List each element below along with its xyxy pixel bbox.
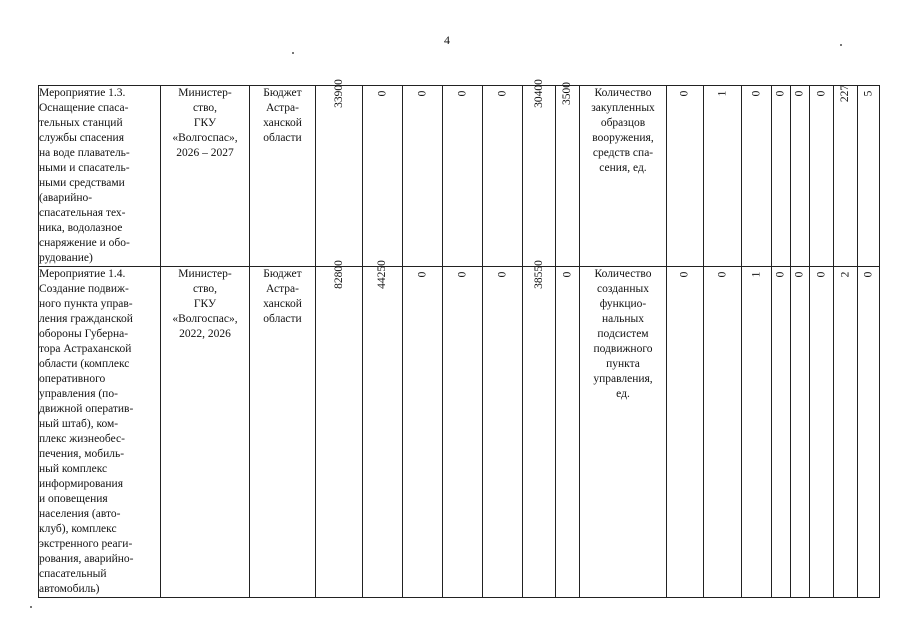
target-value-cell [858, 267, 880, 598]
activity-name-cell-line: автомобиль) [39, 583, 100, 595]
target-value-cell-value: 0 [678, 90, 691, 97]
indicator-cell [580, 86, 667, 267]
target-value-cell [834, 86, 858, 267]
activity-name-cell-line: рудование) [39, 252, 93, 264]
funding-amount-cell [403, 267, 443, 598]
indicator-cell-line: вооружения, [592, 132, 654, 144]
target-value-cell [742, 267, 772, 598]
executor-cell [161, 267, 250, 598]
table-row [39, 86, 880, 267]
target-value-cell-value: 227 [839, 84, 851, 103]
activity-name-cell-line: обороны Губерна- [39, 328, 129, 340]
activity-name-cell-line: спасательная тех- [39, 207, 126, 219]
indicator-cell-line: образцов [600, 117, 646, 129]
executor-cell-line: ство, [192, 283, 218, 295]
target-value-cell-value: 0 [862, 271, 874, 278]
activity-name-cell-line: Создание подвиж- [39, 283, 129, 295]
scan-speck [292, 52, 294, 54]
funding-amount-cell-value: 38550 [532, 260, 545, 289]
target-value-cell-value: 5 [862, 90, 874, 97]
target-value-cell-value: 0 [793, 90, 806, 97]
executor-cell-line: ГКУ [193, 117, 217, 129]
funding-source-cell [250, 267, 316, 598]
indicator-cell-line: созданных [597, 283, 649, 295]
activity-name-cell-line: службы спасения [39, 132, 124, 144]
target-value-cell-value: 0 [815, 271, 827, 278]
activity-name-cell-line: и оповещения [39, 493, 108, 505]
activity-name-cell-line: плекс жизнеобес- [39, 433, 125, 445]
funding-source-cell-line: ханской [263, 298, 302, 310]
funding-amount-cell [403, 86, 443, 267]
target-value-cell [742, 86, 772, 267]
indicator-cell-line: средств спа- [592, 147, 654, 159]
activity-name-cell-line: снаряжение и обо- [39, 237, 130, 249]
target-value-cell-value: 0 [815, 90, 827, 97]
executor-cell-line: ГКУ [193, 298, 217, 310]
indicator-cell-line: функцио- [599, 298, 647, 310]
target-value-cell-value: 0 [678, 271, 691, 278]
executor-cell-line: 2022, 2026 [179, 328, 231, 340]
activity-name-cell-line: ными и спасатель- [39, 162, 130, 174]
funding-amount-cell-value: 0 [456, 90, 468, 97]
target-value-cell-value: 0 [793, 271, 806, 278]
activity-name-cell-line: экстренного реаги- [39, 538, 133, 550]
activity-name-cell-line: оперативного [39, 373, 106, 385]
activity-name-cell-line: ными средствами [39, 177, 125, 189]
activity-name-cell-line: тора Астраханской [39, 343, 132, 355]
executor-cell-line: «Волгоспас», [172, 313, 238, 325]
table-body [39, 79, 880, 598]
funding-amount-cell-value: 0 [416, 271, 428, 278]
target-value-cell [772, 86, 791, 267]
activity-name-cell-line: (аварийно- [39, 192, 93, 204]
funding-amount-cell-value: 0 [376, 90, 388, 97]
activity-name-cell-line: на воде плаватель- [39, 147, 130, 159]
target-value-cell [810, 86, 834, 267]
activity-name-cell-line: ный комплекс [39, 463, 108, 475]
page-number: 4 [444, 33, 450, 47]
indicator-cell-line: Количество [594, 87, 652, 99]
funding-amount-cell [443, 86, 483, 267]
target-value-cell [791, 86, 810, 267]
indicator-cell [580, 267, 667, 598]
funding-amount-cell-value: 0 [496, 271, 508, 278]
target-value-cell [704, 86, 742, 267]
activity-name-cell-line: ления гражданской [39, 313, 133, 325]
scan-speck [840, 44, 842, 46]
target-value-cell [704, 267, 742, 598]
funding-amount-cell [363, 86, 403, 267]
target-value-cell [667, 86, 704, 267]
executor-cell-line: Министер- [178, 87, 232, 99]
indicator-cell-line: управления, [593, 373, 653, 385]
indicator-cell-line: сения, ед. [599, 162, 647, 174]
indicator-cell-line: ед. [616, 388, 630, 400]
funding-source-cell-line: области [263, 132, 302, 144]
indicator-cell-line: нальных [602, 313, 644, 325]
target-value-cell [858, 86, 880, 267]
activity-name-cell-line: Оснащение спаса- [39, 102, 129, 114]
funding-amount-cell-value: 0 [561, 271, 573, 278]
funding-amount-cell [523, 260, 556, 598]
target-value-cell [667, 267, 704, 598]
funding-amount-cell-value: 82800 [332, 260, 345, 289]
activity-name-cell-line: движной оператив- [39, 403, 134, 415]
funding-amount-cell [556, 267, 580, 598]
funding-source-cell-line: области [263, 313, 302, 325]
funding-source-cell [250, 86, 316, 267]
funding-amount-cell [443, 267, 483, 598]
scan-speck [30, 606, 32, 608]
activity-name-cell [39, 267, 161, 598]
activity-name-cell-line: клуб), комплекс [39, 523, 117, 535]
executor-cell-line: «Волгоспас», [172, 132, 238, 144]
funding-source-cell-line: Бюджет [263, 268, 302, 280]
funding-source-cell-line: Астра- [266, 283, 299, 295]
target-value-cell [791, 267, 810, 598]
activity-name-cell-line: Мероприятие 1.4. [39, 268, 126, 280]
target-value-cell [772, 267, 791, 598]
funding-amount-cell [483, 267, 523, 598]
activity-name-cell [39, 86, 161, 267]
funding-source-cell-line: Бюджет [263, 87, 302, 99]
activity-name-cell-line: области (комплекс [39, 358, 130, 370]
target-value-cell [834, 267, 858, 598]
activity-name-cell-line: ного пункта управ- [39, 298, 133, 310]
funding-amount-cell-value: 0 [416, 90, 428, 97]
funding-amount-cell-value: 0 [496, 90, 508, 97]
funding-amount-cell [316, 260, 363, 598]
funding-amount-cell [363, 260, 403, 598]
funding-amount-cell [556, 82, 580, 267]
funding-amount-cell-value: 44250 [376, 260, 388, 289]
funding-amount-cell-value: 3500 [561, 82, 573, 105]
activity-name-cell-line: рования, аварийно- [39, 553, 134, 565]
funding-amount-cell [483, 86, 523, 267]
activity-name-cell-line: информирования [39, 478, 123, 490]
funding-amount-cell-value: 33900 [332, 79, 345, 108]
funding-amount-cell-value: 0 [456, 271, 468, 278]
activity-name-cell-line: тельных станций [39, 117, 123, 129]
executor-cell-line: Министер- [178, 268, 232, 280]
activity-name-cell-line: ника, водолазное [39, 222, 123, 234]
activity-name-cell-line: печения, мобиль- [39, 448, 125, 460]
budget-table [38, 79, 880, 598]
indicator-cell-line: закупленных [591, 102, 655, 114]
funding-source-cell-line: ханской [263, 117, 302, 129]
target-value-cell-value: 0 [774, 271, 787, 278]
executor-cell-line: ство, [192, 102, 218, 114]
funding-source-cell-line: Астра- [266, 102, 299, 114]
indicator-cell-line: подвижного [593, 343, 653, 355]
target-value-cell-value: 0 [716, 271, 728, 278]
indicator-cell-line: подсистем [597, 328, 649, 340]
executor-cell [161, 86, 250, 267]
target-value-cell [810, 267, 834, 598]
funding-amount-cell [523, 79, 556, 267]
indicator-cell-line: пункта [606, 358, 640, 370]
activity-name-cell-line: Мероприятие 1.3. [39, 87, 126, 99]
target-value-cell-value: 1 [750, 271, 762, 278]
table-row [39, 267, 880, 598]
activity-name-cell-line: спасательный [39, 568, 107, 580]
funding-amount-cell-value: 30400 [532, 79, 545, 108]
activity-name-cell-line: управления (по- [39, 388, 118, 400]
target-value-cell-value: 2 [839, 271, 851, 278]
executor-cell-line: 2026 – 2027 [176, 147, 234, 159]
target-value-cell-value: 0 [750, 90, 762, 97]
activity-name-cell-line: ный штаб), ком- [39, 418, 119, 430]
funding-amount-cell [316, 79, 363, 267]
indicator-cell-line: Количество [594, 268, 652, 280]
activity-name-cell-line: населения (авто- [39, 508, 121, 520]
target-value-cell-value: 1 [716, 90, 728, 97]
target-value-cell-value: 0 [774, 90, 787, 97]
